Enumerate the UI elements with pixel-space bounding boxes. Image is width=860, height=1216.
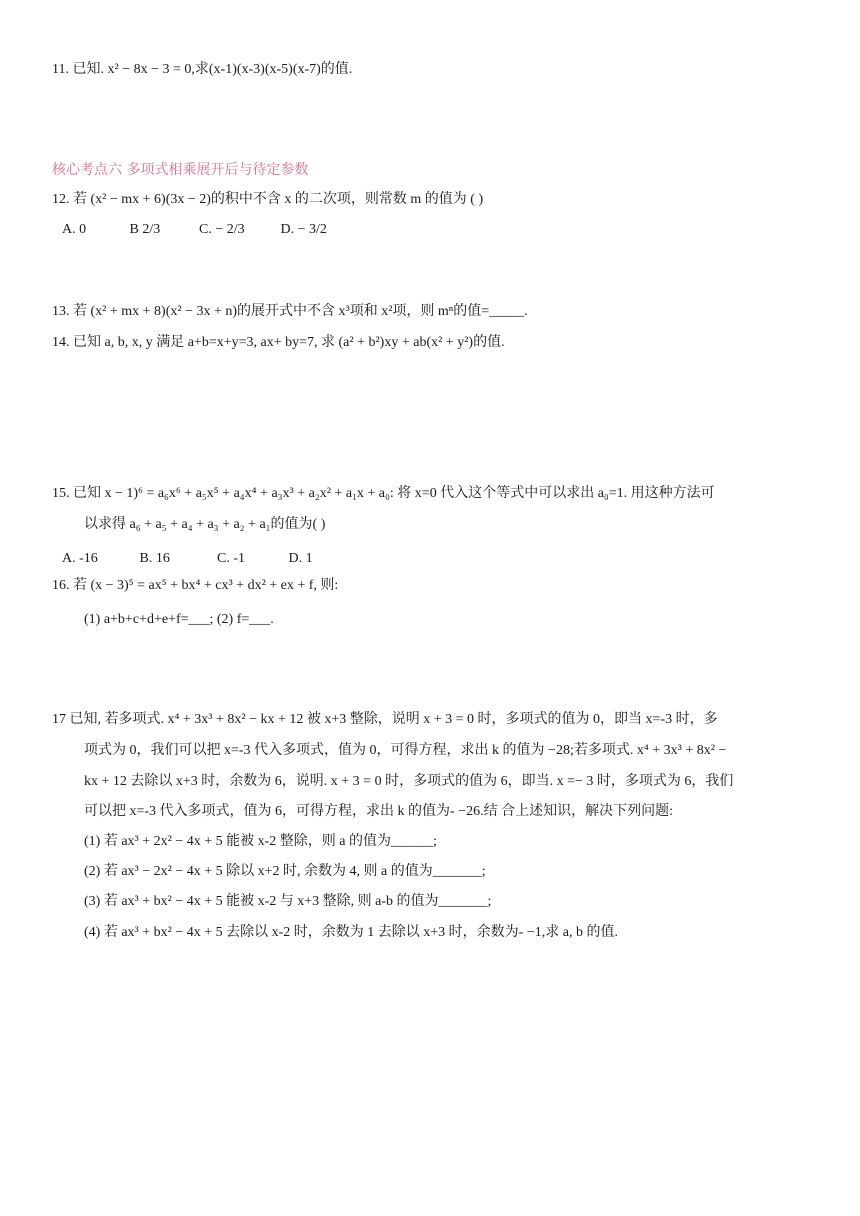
option-a: A. 0 bbox=[62, 222, 87, 237]
option-c: C. -1 bbox=[217, 551, 245, 566]
question-15-line-1: 15. 已知 x − 1)⁶ = a₆x⁶ + a₅x⁵ + a₄x⁴ + a₃x³ + a₂x² + a₁x + a₀: 将 x=0 代入这个等式中可以求出 a₀=1. 用这种方法可 bbox=[52, 486, 715, 501]
question-15-options bbox=[62, 549, 313, 569]
question-17-line-3: kx + 12 去除以 x+3 时，余数为 6，说明. x + 3 = 0 时，多项式的值为 6，即当. x =− 3 时，多项式为 6，我们 bbox=[84, 774, 734, 789]
question-12: 12. 若 (x² − mx + 6)(3x − 2)的积中不含 x 的二次项，则常数 m 的值为 ( ) bbox=[52, 192, 484, 207]
question-17-line-1: 17 已知, 若多项式. x⁴ + 3x³ + 8x² − kx + 12 被 x+3 整除，说明 x + 3 = 0 时，多项式的值为 0，即当 x=-3 时，多 bbox=[52, 712, 718, 727]
question-11: 11. 已知. x² − 8x − 3 = 0,求(x-1)(x-3)(x-5)(x-7)的值. bbox=[52, 62, 353, 77]
option-d: D. − 3/2 bbox=[280, 222, 327, 237]
option-c: C. − 2/3 bbox=[199, 222, 245, 237]
question-17-line-4: 可以把 x=-3 代入多项式，值为 6，可得方程，求出 k 的值为- −26.结 合上述知识，解决下列问题: bbox=[84, 804, 674, 819]
question-13: 13. 若 (x² + mx + 8)(x² − 3x + n)的展开式中不含 x³项和 x²项，则 mⁿ的值=_____. bbox=[52, 304, 528, 319]
question-16: 16. 若 (x − 3)⁵ = ax⁵ + bx⁴ + cx³ + dx² + ex + f, 则: bbox=[52, 578, 339, 593]
question-17-part-2: (2) 若 ax³ − 2x² − 4x + 5 除以 x+2 时, 余数为 4, 则 a 的值为_______; bbox=[84, 864, 486, 879]
option-d: D. 1 bbox=[288, 551, 313, 566]
question-17-part-3: (3) 若 ax³ + bx² − 4x + 5 能被 x-2 与 x+3 整除, 则 a-b 的值为_______; bbox=[84, 894, 492, 909]
question-17-line-2: 项式为 0，我们可以把 x=-3 代入多项式，值为 0，可得方程，求出 k 的值为 −28;若多项式. x⁴ + 3x³ + 8x² − bbox=[84, 743, 727, 758]
question-17-part-4: (4) 若 ax³ + bx² − 4x + 5 去除以 x-2 时，余数为 1 去除以 x+3 时，余数为- −1,求 a, b 的值. bbox=[84, 925, 618, 940]
section-heading-6: 核心考点六 多项式相乘展开后与待定参数 bbox=[52, 162, 309, 178]
option-a: A. -16 bbox=[62, 551, 98, 566]
option-b: B 2/3 bbox=[129, 222, 161, 237]
question-17-part-1: (1) 若 ax³ + 2x² − 4x + 5 能被 x-2 整除，则 a 的值为______; bbox=[84, 834, 437, 849]
question-15-line-2: 以求得 a₆ + a₅ + a₄ + a₃ + a₂ + a₁的值为( ) bbox=[84, 517, 326, 532]
question-16-subparts: (1) a+b+c+d+e+f=___; (2) f=___. bbox=[84, 612, 274, 627]
option-b: B. 16 bbox=[139, 551, 170, 566]
question-12-options bbox=[62, 220, 327, 240]
question-14: 14. 已知 a, b, x, y 满足 a+b=x+y=3, ax+ by=7, 求 (a² + b²)xy + ab(x² + y²)的值. bbox=[52, 335, 505, 350]
